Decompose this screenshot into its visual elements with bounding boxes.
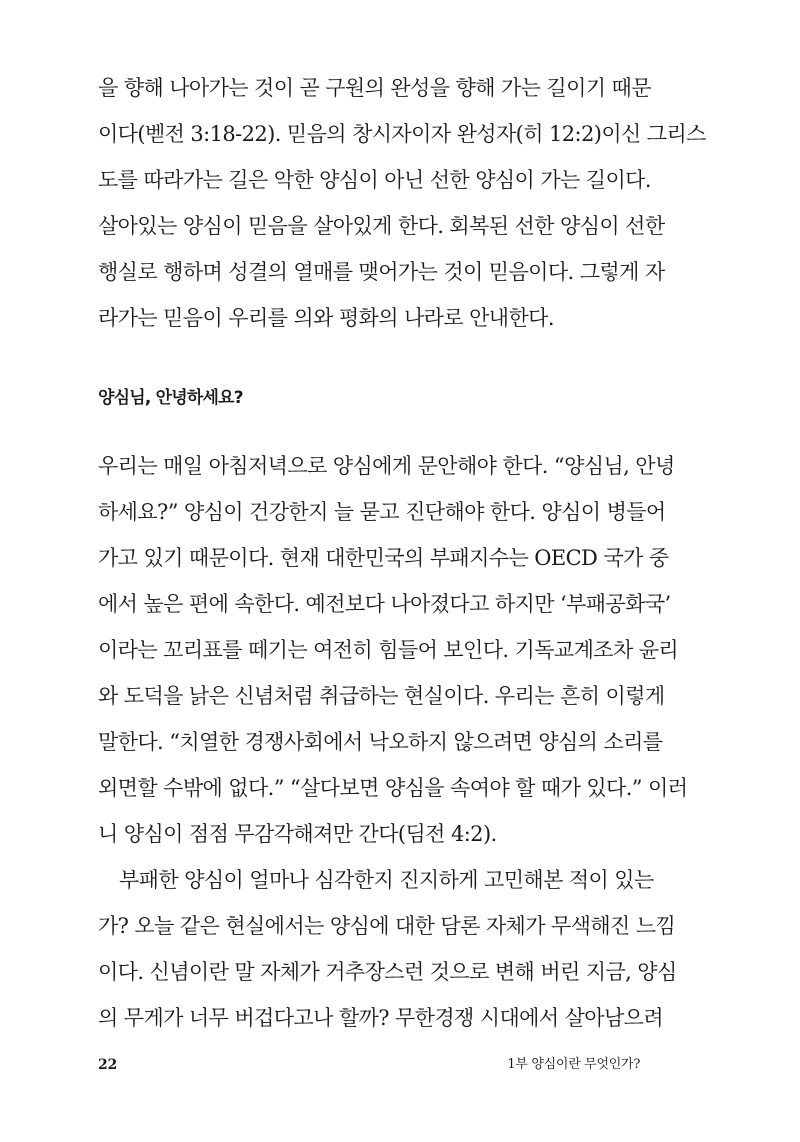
text-line: 니 양심이 점점 무감각해져만 간다(딤전 4:2). — [98, 822, 497, 846]
text-line: 우리는 매일 아침저녁으로 양심에게 문안해야 한다. “양심님, 안녕 — [98, 454, 675, 478]
text-line: 라가는 믿음이 우리를 의와 평화의 나라로 안내한다. — [98, 306, 554, 330]
section-heading: 양심님, 안녕하세요? — [98, 388, 243, 408]
text-line: 와 도덕을 낡은 신념처럼 취급하는 현실이다. 우리는 흔히 이렇게 — [98, 684, 665, 708]
text-line: 말한다. “치열한 경쟁사회에서 낙오하지 않으려면 양심의 소리를 — [98, 730, 663, 754]
text-line: 외면할 수밖에 없다.” “살다보면 양심을 속여야 할 때가 있다.” 이러 — [98, 776, 688, 800]
text-line: 에서 높은 편에 속한다. 예전보다 나아졌다고 하지만 ‘부패공화국’ — [98, 592, 671, 616]
running-title: 1부 양심이란 무엇인가? — [507, 1057, 640, 1072]
text-line: 의 무게가 너무 버겁다고나 할까? 무한경쟁 시대에서 살아남으려 — [98, 1006, 664, 1030]
text-line: 을 향해 나아가는 것이 곧 구원의 완성을 향해 가는 길이기 때문 — [98, 76, 651, 100]
text-line: 도를 따라가는 길은 악한 양심이 아닌 선한 양심이 가는 길이다. — [98, 168, 651, 192]
text-line: 부패한 양심이 얼마나 심각한지 진지하게 고민해본 적이 있는 — [119, 868, 654, 892]
text-line: 이다(벧전 3:18-22). 믿음의 창시자이자 완성자(히 12:2)이신 그리스 — [98, 122, 706, 146]
text-line: 가? 오늘 같은 현실에서는 양심에 대한 담론 자체가 무색해진 느낌 — [98, 914, 676, 938]
text-line: 가고 있기 때문이다. 현재 대한민국의 부패지수는 OECD 국가 중 — [98, 546, 669, 570]
text-line: 이다. 신념이란 말 자체가 거추장스런 것으로 변해 버린 지금, 양심 — [98, 960, 677, 984]
text-line: 이라는 꼬리표를 떼기는 여전히 힘들어 보인다. 기독교계조차 윤리 — [98, 638, 679, 662]
text-line: 행실로 행하며 성결의 열매를 맺어가는 것이 믿음이다. 그렇게 자 — [98, 260, 665, 284]
text-line: 살아있는 양심이 믿음을 살아있게 한다. 회복된 선한 양심이 선한 — [98, 214, 665, 238]
text-line: 하세요?” 양심이 건강한지 늘 묻고 진단해야 한다. 양심이 병들어 — [98, 500, 666, 524]
page-number: 22 — [98, 1057, 117, 1073]
